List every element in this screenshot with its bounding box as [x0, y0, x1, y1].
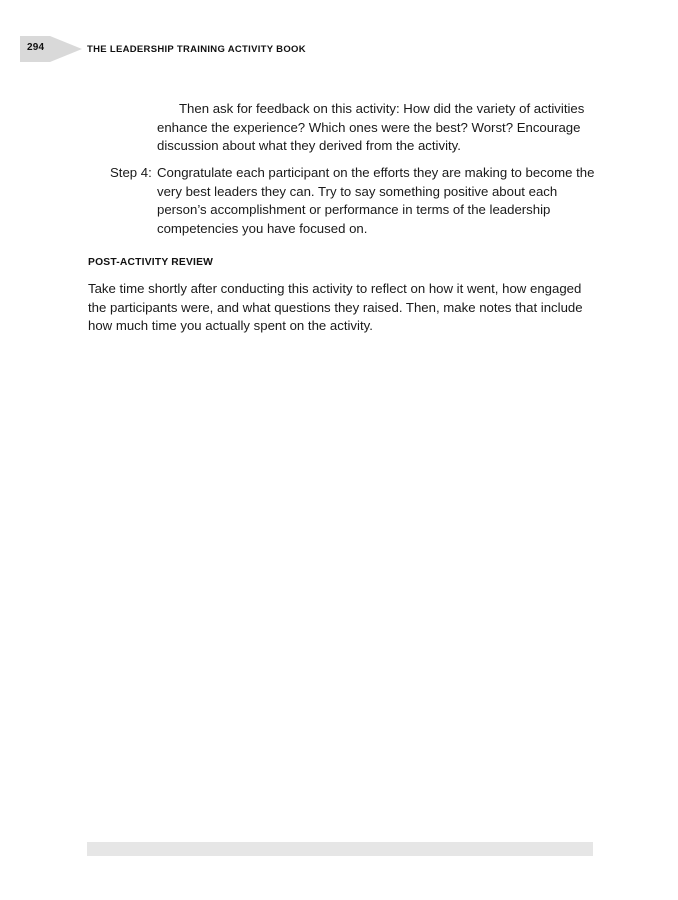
page-number-tab — [20, 36, 82, 62]
step-4-label: Step 4: — [110, 165, 152, 180]
post-activity-review-heading: POST-ACTIVITY REVIEW — [88, 257, 214, 268]
step-4-text: Congratulate each participant on the efforts they are making to become the very best leaders they can. Try to say something positive about each person’s accomplishment or performance in terms of the leadership competencies you have focused on. — [157, 165, 595, 236]
page-header — [20, 36, 640, 62]
footer-bar — [87, 842, 593, 856]
post-activity-review-paragraph: Take time shortly after conducting this activity to reflect on how it went, how engaged the participants were, and what questions they raised. Then, make notes that include how much time you actually spent on the activity. — [88, 281, 583, 333]
continuation-paragraph: Then ask for feedback on this activity: How did the variety of activities enhance the experience? Which ones were the best? Worst? Encourage discussion about what they derived from the activity. — [157, 101, 585, 153]
running-head: THE LEADERSHIP TRAINING ACTIVITY BOOK — [87, 44, 306, 55]
page-number: 294 — [27, 42, 45, 53]
